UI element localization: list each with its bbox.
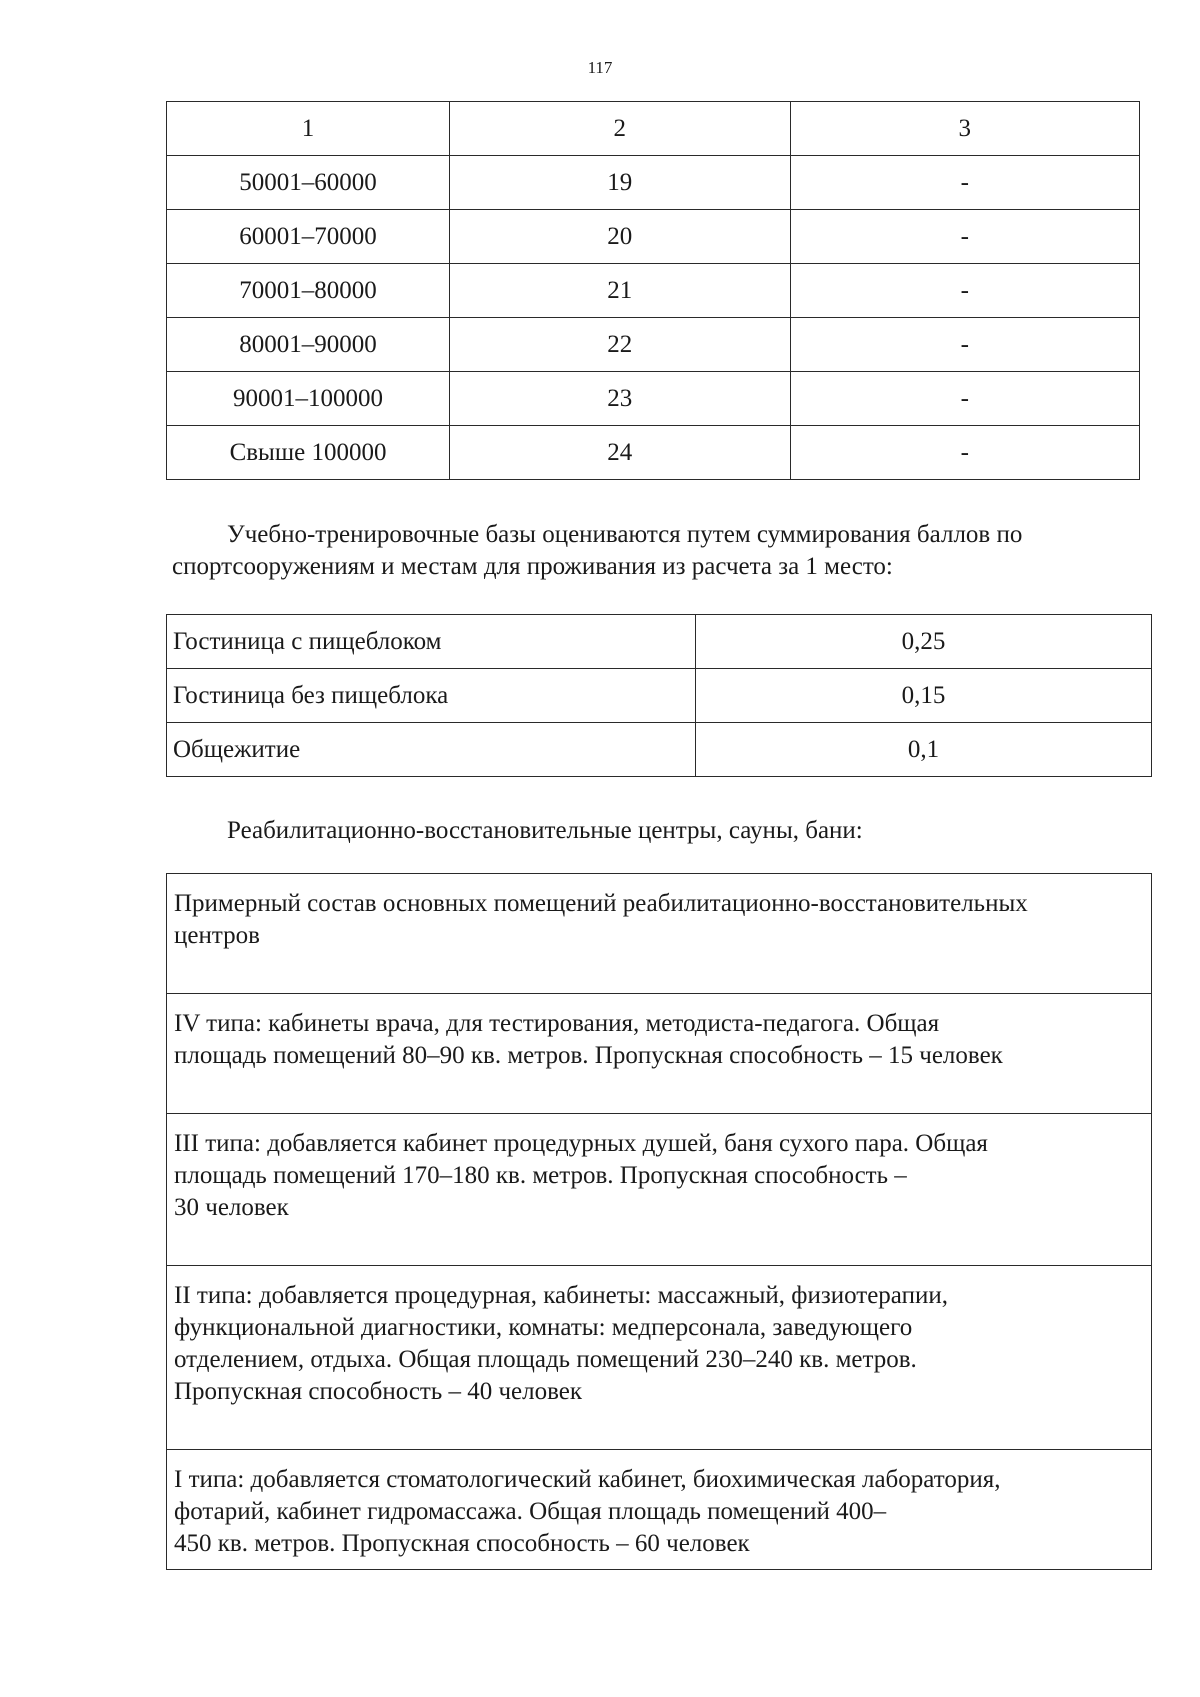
extra-cell: - — [790, 210, 1139, 264]
points-cell: 0,25 — [696, 615, 1152, 669]
range-cell: 80001–90000 — [167, 318, 450, 372]
accommodation-table — [166, 614, 1152, 777]
table-row — [167, 615, 1152, 669]
range-cell: 60001–70000 — [167, 210, 450, 264]
rehab-row-cell — [167, 1450, 1152, 1570]
cell-line: Примерный состав основных помещений реабилитационно-восстановительных — [174, 890, 1028, 917]
cell-line: площадь помещений 80–90 кв. метров. Пропускная способность – 15 человек — [174, 1042, 1003, 1069]
score-cell: 20 — [450, 210, 791, 264]
table-row — [167, 372, 1140, 426]
table-row — [167, 723, 1152, 777]
rehab-row-cell — [167, 874, 1152, 994]
cell-line: функциональной диагностики, комнаты: медперсонала, заведующего — [174, 1314, 913, 1341]
paragraph-line: Учебно-тренировочные базы оцениваются путем суммирования баллов по — [227, 521, 1023, 548]
table-row — [167, 156, 1140, 210]
cell-line: I типа: добавляется стоматологический кабинет, биохимическая лаборатория, — [174, 1466, 1001, 1493]
cell-line: 30 человек — [174, 1194, 289, 1221]
extra-cell: - — [790, 156, 1139, 210]
range-cell: 50001–60000 — [167, 156, 450, 210]
accommodation-type-cell: Общежитие — [167, 723, 696, 777]
rehab-row-cell — [167, 994, 1152, 1114]
cell-line: 450 кв. метров. Пропускная способность – 60 человек — [174, 1530, 750, 1557]
cell-line: центров — [174, 922, 260, 949]
table-row — [167, 264, 1140, 318]
table-row — [167, 210, 1140, 264]
rehab-centers-heading: Реабилитационно-восстановительные центры, сауны, бани: — [227, 817, 863, 844]
score-cell: 19 — [450, 156, 791, 210]
table-row — [167, 994, 1152, 1114]
points-cell: 0,15 — [696, 669, 1152, 723]
rehab-row-cell — [167, 1266, 1152, 1450]
table-row — [167, 1450, 1152, 1570]
cell-line: Пропускная способность – 40 человек — [174, 1378, 583, 1405]
rehab-row-cell — [167, 1114, 1152, 1266]
score-table — [166, 101, 1140, 480]
cell-line: площадь помещений 170–180 кв. метров. Пропускная способность – — [174, 1162, 907, 1189]
cell-line: III типа: добавляется кабинет процедурных душей, баня сухого пара. Общая — [174, 1130, 988, 1157]
table-row — [167, 318, 1140, 372]
table-header-row — [167, 102, 1140, 156]
table-row — [167, 669, 1152, 723]
header-cell: 2 — [450, 102, 791, 156]
cell-line: фотарий, кабинет гидромассажа. Общая площадь помещений 400– — [174, 1498, 887, 1525]
paragraph-line: спортсооружениям и местам для проживания из расчета за 1 место: — [172, 553, 893, 580]
accommodation-type-cell: Гостиница без пищеблока — [167, 669, 696, 723]
extra-cell: - — [790, 318, 1139, 372]
header-cell: 3 — [790, 102, 1139, 156]
score-cell: 23 — [450, 372, 791, 426]
extra-cell: - — [790, 426, 1139, 480]
rehab-centers-table — [166, 873, 1152, 1570]
header-cell: 1 — [167, 102, 450, 156]
score-cell: 21 — [450, 264, 791, 318]
training-base-paragraph — [172, 519, 1142, 583]
score-cell: 22 — [450, 318, 791, 372]
table-row — [167, 1266, 1152, 1450]
range-cell: 70001–80000 — [167, 264, 450, 318]
cell-line: отделением, отдыха. Общая площадь помещений 230–240 кв. метров. — [174, 1346, 917, 1373]
table-row — [167, 426, 1140, 480]
accommodation-type-cell: Гостиница с пищеблоком — [167, 615, 696, 669]
score-cell: 24 — [450, 426, 791, 480]
extra-cell: - — [790, 264, 1139, 318]
table-row — [167, 1114, 1152, 1266]
cell-line: II типа: добавляется процедурная, кабинеты: массажный, физиотерапии, — [174, 1282, 948, 1309]
page-number: 117 — [587, 58, 613, 77]
table-row — [167, 874, 1152, 994]
cell-line: IV типа: кабинеты врача, для тестирования, методиста-педагога. Общая — [174, 1010, 940, 1037]
range-cell: 90001–100000 — [167, 372, 450, 426]
range-cell: Свыше 100000 — [167, 426, 450, 480]
extra-cell: - — [790, 372, 1139, 426]
points-cell: 0,1 — [696, 723, 1152, 777]
